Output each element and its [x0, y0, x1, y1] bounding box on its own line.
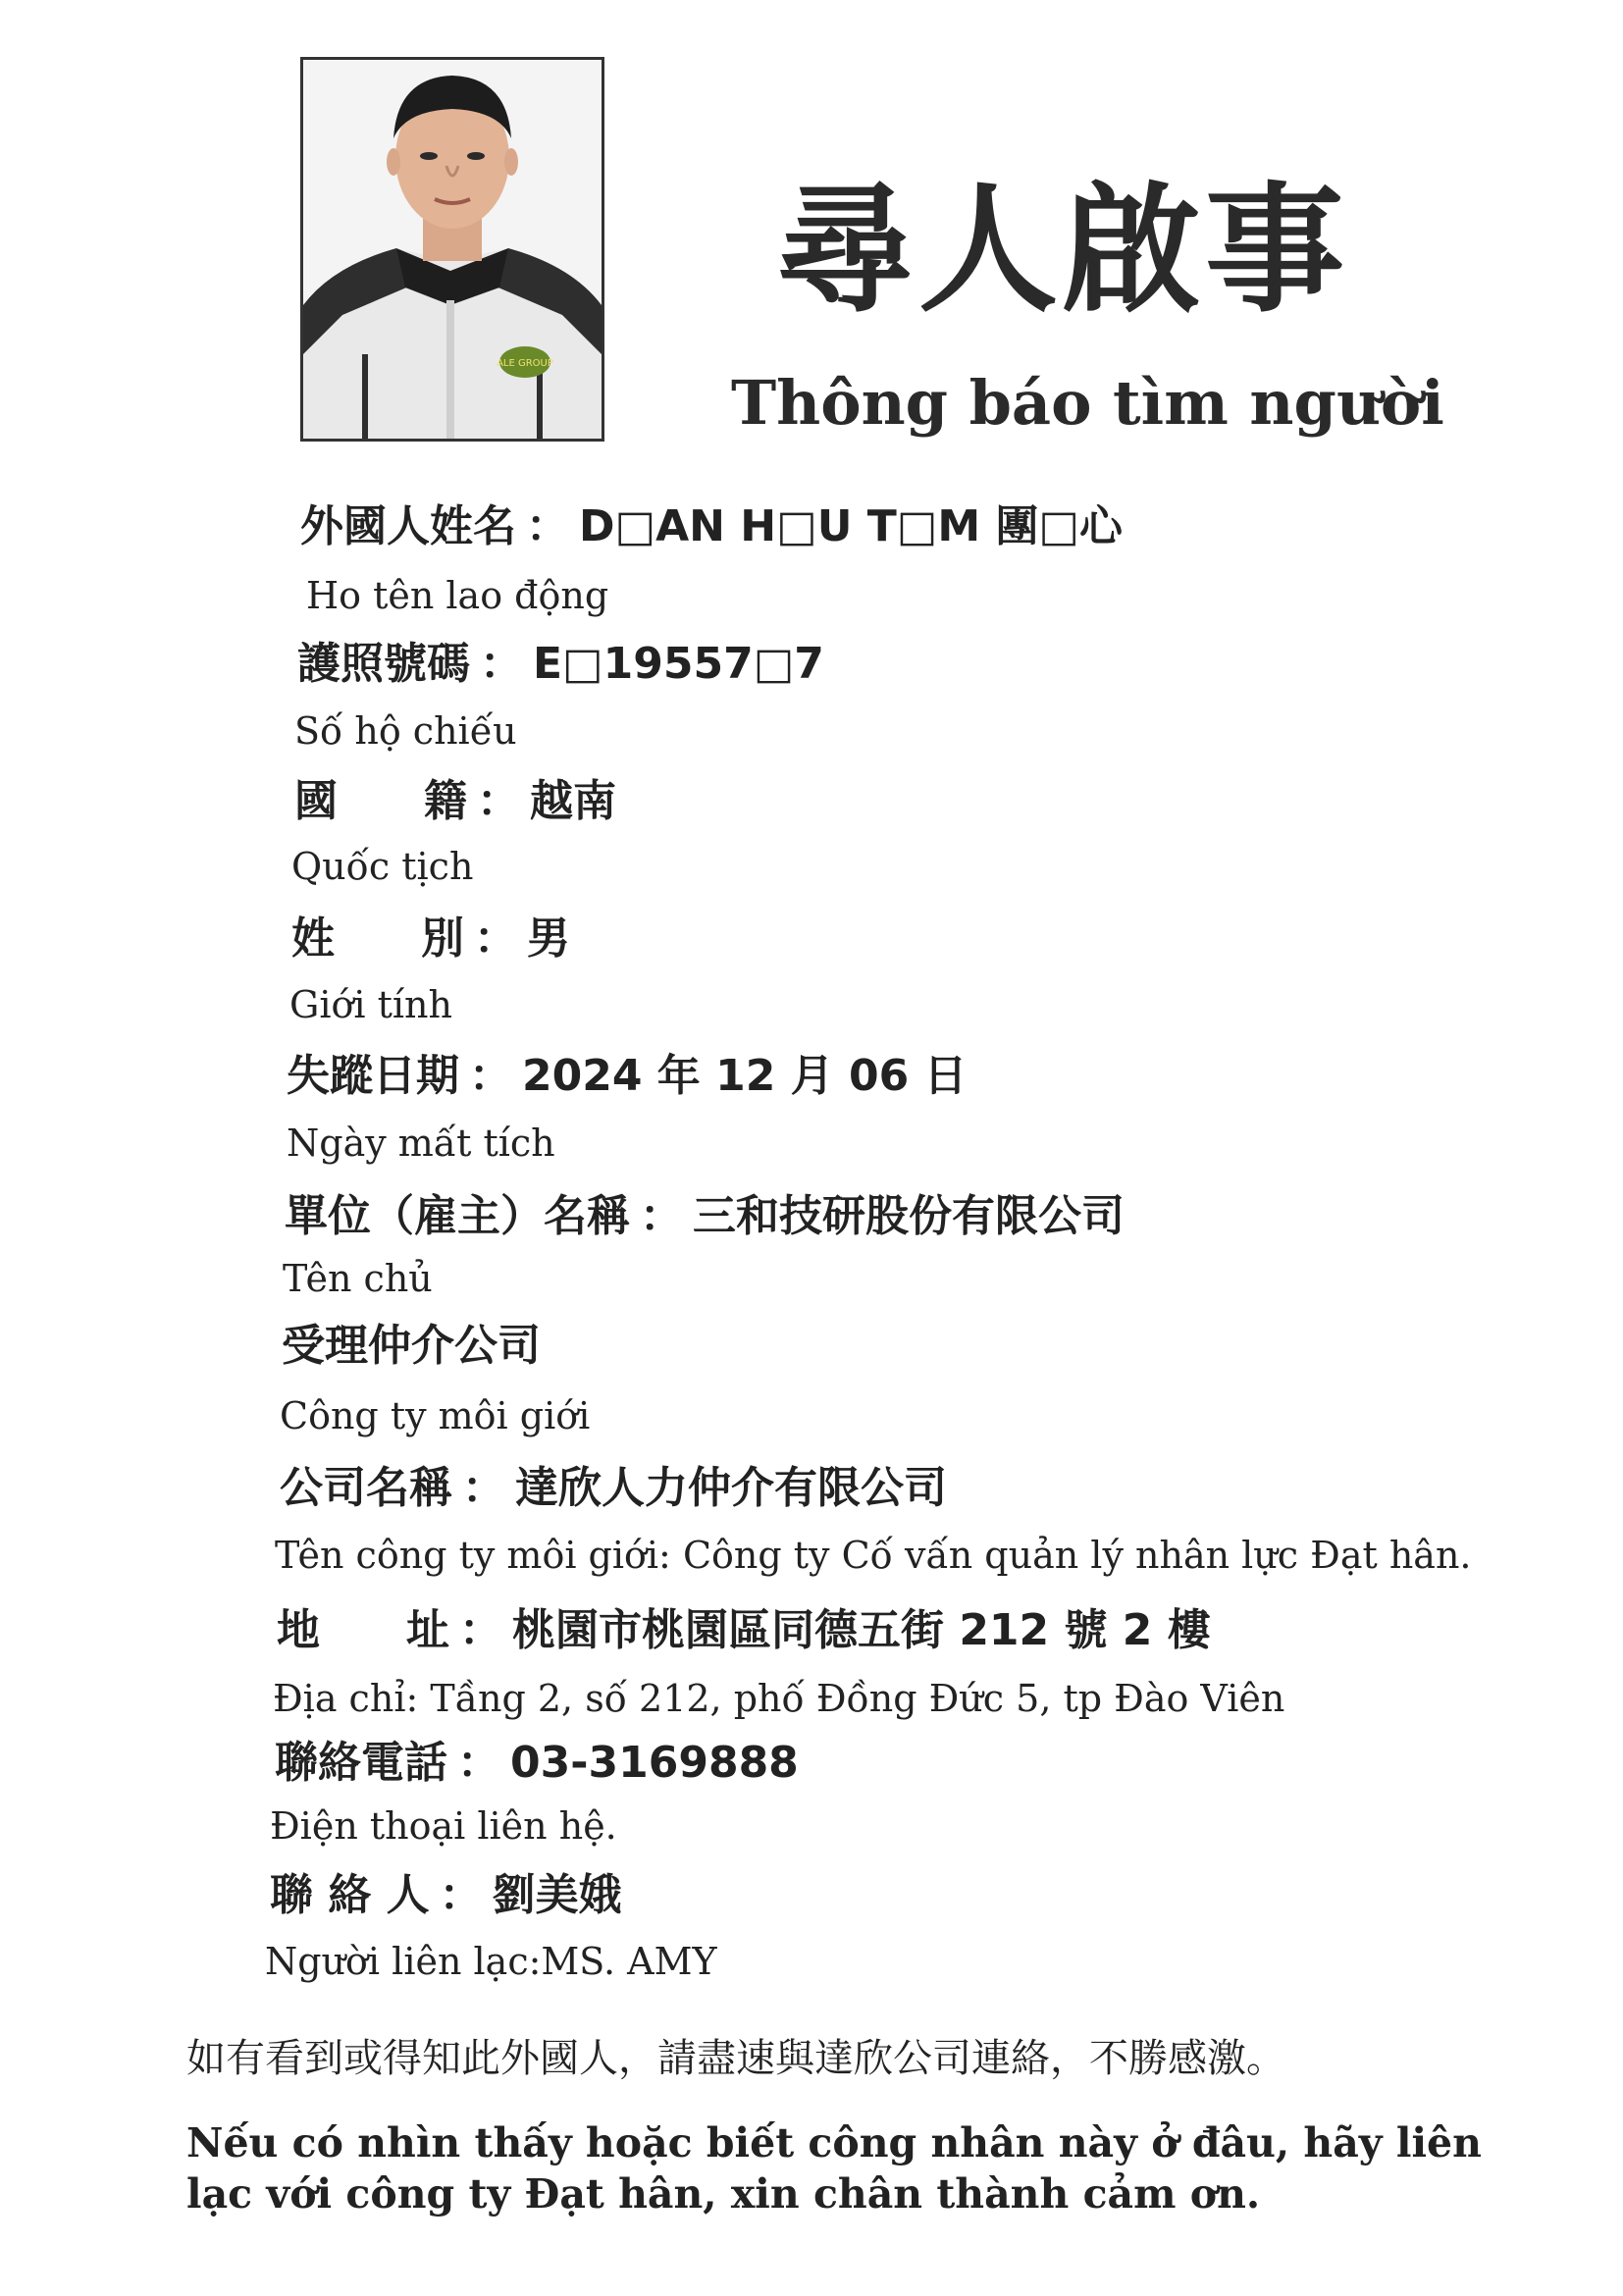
field-phone-label: 聯絡電話 — [275, 1738, 447, 1788]
field-address-sep: ： — [459, 1605, 502, 1655]
field-phone-value: 03-3169888 — [510, 1738, 799, 1788]
field-contact-row — [270, 1870, 622, 1920]
field-missing-date-value: 2024 年 12 月 06 日 — [522, 1051, 968, 1101]
field-contact-vn: Người liên lạc:MS. AMY — [265, 1940, 717, 1983]
field-gender-value: 男 — [527, 913, 570, 964]
field-passport-vn: Số hộ chiếu — [294, 709, 517, 753]
field-passport-label: 護照號碼 — [297, 639, 470, 689]
field-employer-row — [285, 1191, 1125, 1241]
field-missing-date-row — [287, 1051, 968, 1101]
field-contact-sep: ： — [439, 1870, 483, 1920]
field-missing-date-vn: Ngày mất tích — [287, 1122, 555, 1165]
field-passport-sep: ： — [480, 639, 523, 689]
shirt-logo: ALE GROUP — [497, 358, 553, 369]
closing-message-vn: Nếu có nhìn thấy hoặc biết công nhân này ở đâu, hãy liên lạc với công ty Đạt hân, xin chân thành cảm ơn. — [186, 2119, 1482, 2218]
field-company-sep: ： — [462, 1463, 505, 1513]
field-company-row — [280, 1463, 947, 1513]
field-gender-label: 姓 別 — [291, 913, 464, 964]
field-contact-label: 聯 絡 人 — [270, 1870, 430, 1920]
page-title: 尋人啟事 — [775, 170, 1348, 332]
field-agency-heading-label: 受理仲介公司 — [282, 1321, 541, 1371]
field-employer-value: 三和技研股份有限公司 — [693, 1191, 1125, 1241]
field-company-label: 公司名稱 — [280, 1463, 452, 1513]
field-name-value: D□AN H□U T□M 團□心 — [579, 501, 1123, 551]
field-gender-vn: Giới tính — [289, 983, 452, 1026]
field-employer-vn: Tên chủ — [283, 1257, 433, 1300]
field-contact-value: 劉美娥 — [492, 1870, 622, 1920]
closing-message-cn: 如有看到或得知此外國人，請盡速與達欣公司連絡，不勝感激。 — [186, 2036, 1285, 2081]
field-gender-sep: ： — [474, 913, 517, 964]
field-name-label: 外國人姓名 — [300, 501, 516, 551]
field-address-vn: Địa chỉ: Tầng 2, số 212, phố Đồng Đức 5, tp Đào Viên — [273, 1677, 1285, 1720]
person-photo-illustration — [303, 60, 602, 439]
field-passport-row — [297, 639, 824, 689]
field-nationality-value: 越南 — [530, 776, 616, 826]
field-address-label: 地 址 — [277, 1605, 449, 1655]
field-missing-date-label: 失蹤日期 — [287, 1051, 459, 1101]
field-company-vn: Tên công ty môi giới: Công ty Cố vấn quản lý nhân lực Đạt hân. — [275, 1534, 1472, 1577]
field-employer-label: 單位（雇主）名稱 — [285, 1191, 630, 1241]
field-phone-row — [275, 1738, 799, 1788]
field-name-vn: Ho tên lao động — [306, 574, 609, 617]
field-company-value: 達欣人力仲介有限公司 — [515, 1463, 947, 1513]
field-phone-sep: ： — [457, 1738, 500, 1788]
field-agency-heading-vn: Công ty môi giới — [280, 1394, 591, 1437]
field-nationality-sep: ： — [477, 776, 520, 826]
field-nationality-label: 國 籍 — [294, 776, 467, 826]
field-nationality-vn: Quốc tịch — [291, 845, 474, 888]
field-employer-sep: ： — [640, 1191, 683, 1241]
field-address-row — [277, 1605, 1211, 1655]
field-nationality-row — [294, 776, 616, 826]
field-name-row — [300, 501, 1123, 551]
field-phone-vn: Điện thoại liên hệ. — [270, 1804, 617, 1848]
field-passport-value: E□19557□7 — [533, 639, 824, 689]
page-subtitle: Thông báo tìm người — [731, 367, 1444, 439]
person-photo — [300, 57, 604, 442]
field-name-sep: ： — [526, 501, 569, 551]
field-gender-row — [291, 913, 570, 964]
field-agency-heading-row — [282, 1321, 541, 1371]
field-address-value: 桃園市桃園區同德五街 212 號 2 樓 — [512, 1605, 1211, 1655]
field-missing-date-sep: ： — [469, 1051, 512, 1101]
